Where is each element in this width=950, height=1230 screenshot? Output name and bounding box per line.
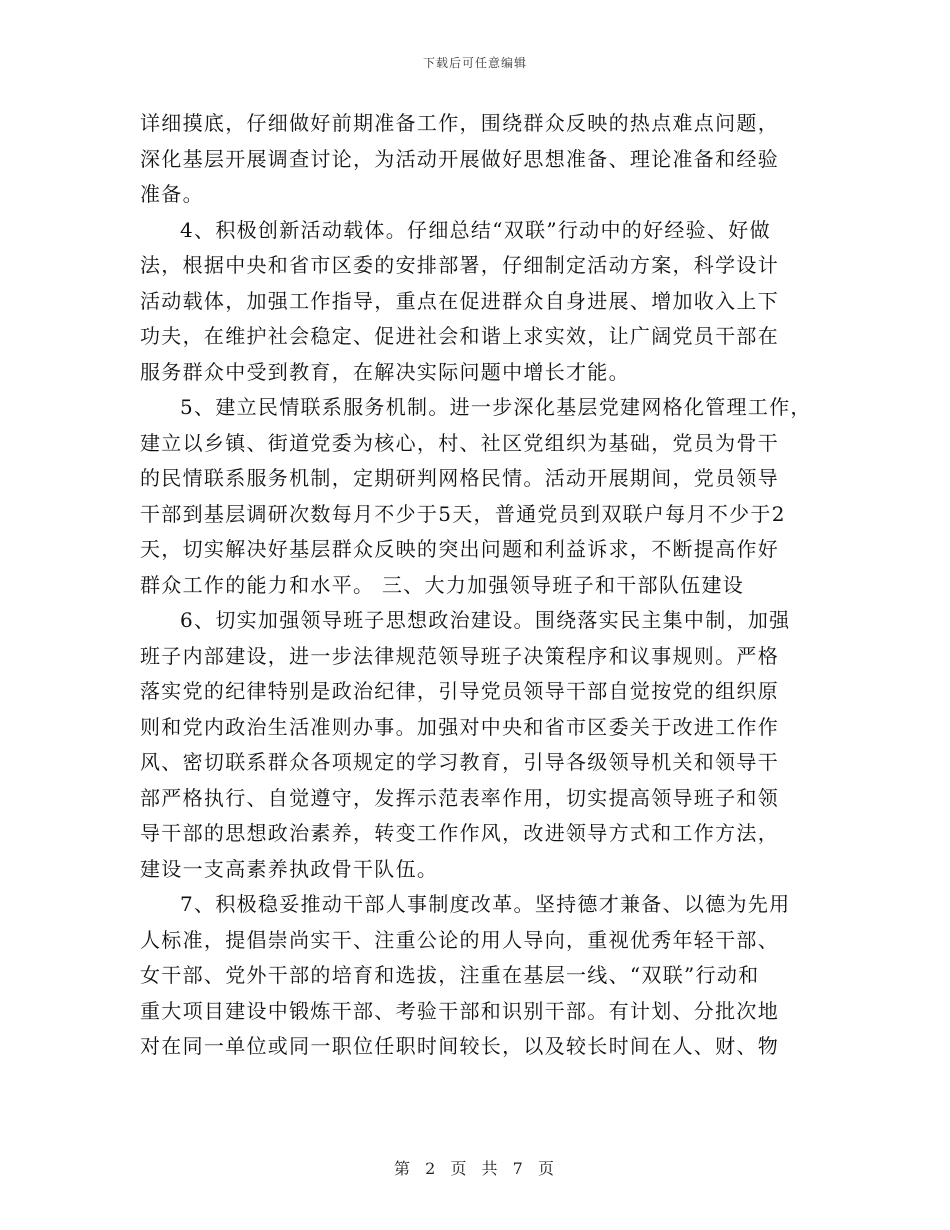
total-page-count: 7 (512, 1159, 525, 1178)
footer-page-word: 页 (450, 1159, 469, 1178)
text-line: 女干部、党外干部的培育和选拔，注重在基层一线、“双联”行动和 (140, 963, 760, 987)
text-line: 群众工作的能力和水平。 三、大力加强领导班子和干部队伍建设 (140, 572, 745, 597)
text-line: 法，根据中央和省市区委的安排部署，仔细制定活动方案，科学设计 (140, 253, 779, 277)
page-header-note: 下载后可任意编辑 (422, 56, 527, 70)
text-line: 则和党内政治生活准则办事。加强对中央和省市区委关于改进工作作 (140, 714, 779, 739)
text-line: 天，切实解决好基层群众反映的突出问题和利益诉求，不断提高作好 (140, 537, 779, 561)
text-line: 干部到基层调研次数每月不少于5天，普通党员到双联户每月不少于2 (140, 501, 786, 526)
text-line: 6、切实加强领导班子思想政治建设。围绕落实民主集中制，加强 (180, 608, 791, 632)
text-line: 4、积极创新活动载体。仔细总结“双联”行动中的好经验、好做 (180, 217, 771, 242)
text-line: 班子内部建设，进一步法律规范领导班子决策程序和议事规则。严格 (140, 643, 779, 668)
footer-suffix: 页 (537, 1159, 556, 1178)
paragraph-item-6 (140, 603, 820, 887)
document-body (140, 106, 820, 1065)
text-line: 对在同一单位或同一职位任职时间较长，以及较长时间在人、财、物 (140, 1034, 779, 1058)
paragraph-item-5 (140, 390, 820, 603)
page-number-footer (0, 1156, 950, 1179)
footer-prefix: 第 (394, 1159, 413, 1178)
text-line: 建设一支高素养执政骨干队伍。 (140, 856, 439, 881)
text-line: 7、积极稳妥推动干部人事制度改革。坚持德才兼备、以德为先用 (180, 892, 791, 916)
text-line: 导干部的思想政治素养，转变工作作风，改进领导方式和工作方法， (140, 821, 779, 845)
text-line: 活动载体，加强工作指导，重点在促进群众自身进展、增加收入上下 (140, 288, 779, 313)
text-line: 5、建立民情联系服务机制。进一步深化基层党建网格化管理工作， (180, 395, 812, 419)
text-line: 服务群众中受到教育，在解决实际问题中增长才能。 (140, 359, 630, 384)
text-line: 人标准，提倡崇尚实干、注重公论的用人导向，重视优秀年轻干部、 (140, 927, 779, 952)
text-line: 准备。 (140, 182, 204, 206)
paragraph-continuation (140, 106, 820, 213)
text-line: 风、密切联系群众各项规定的学习教育，引导各级领导机关和领导干 (140, 750, 779, 774)
footer-total-word: 共 (481, 1159, 500, 1178)
text-line: 详细摸底，仔细做好前期准备工作，围绕群众反映的热点难点问题， (140, 111, 779, 135)
paragraph-item-7 (140, 887, 820, 1065)
current-page-number: 2 (425, 1159, 438, 1178)
text-line: 建立以乡镇、街道党委为核心，村、社区党组织为基础，党员为骨干 (140, 430, 779, 455)
text-line: 的民情联系服务机制，定期研判网格民情。活动开展期间，党员领导 (140, 466, 779, 490)
text-line: 深化基层开展调查讨论，为活动开展做好思想准备、理论准备和经验 (140, 146, 779, 171)
text-line: 部严格执行、自觉遵守，发挥示范表率作用，切实提高领导班子和领 (140, 785, 779, 810)
text-line: 落实党的纪律特别是政治纪律，引导党员领导干部自觉按党的组织原 (140, 679, 779, 703)
text-line: 功夫，在维护社会稳定、促进社会和谐上求实效，让广阔党员干部在 (140, 324, 779, 348)
paragraph-item-4 (140, 213, 820, 391)
text-line: 重大项目建设中锻炼干部、考验干部和识别干部。有计划、分批次地 (140, 998, 779, 1023)
